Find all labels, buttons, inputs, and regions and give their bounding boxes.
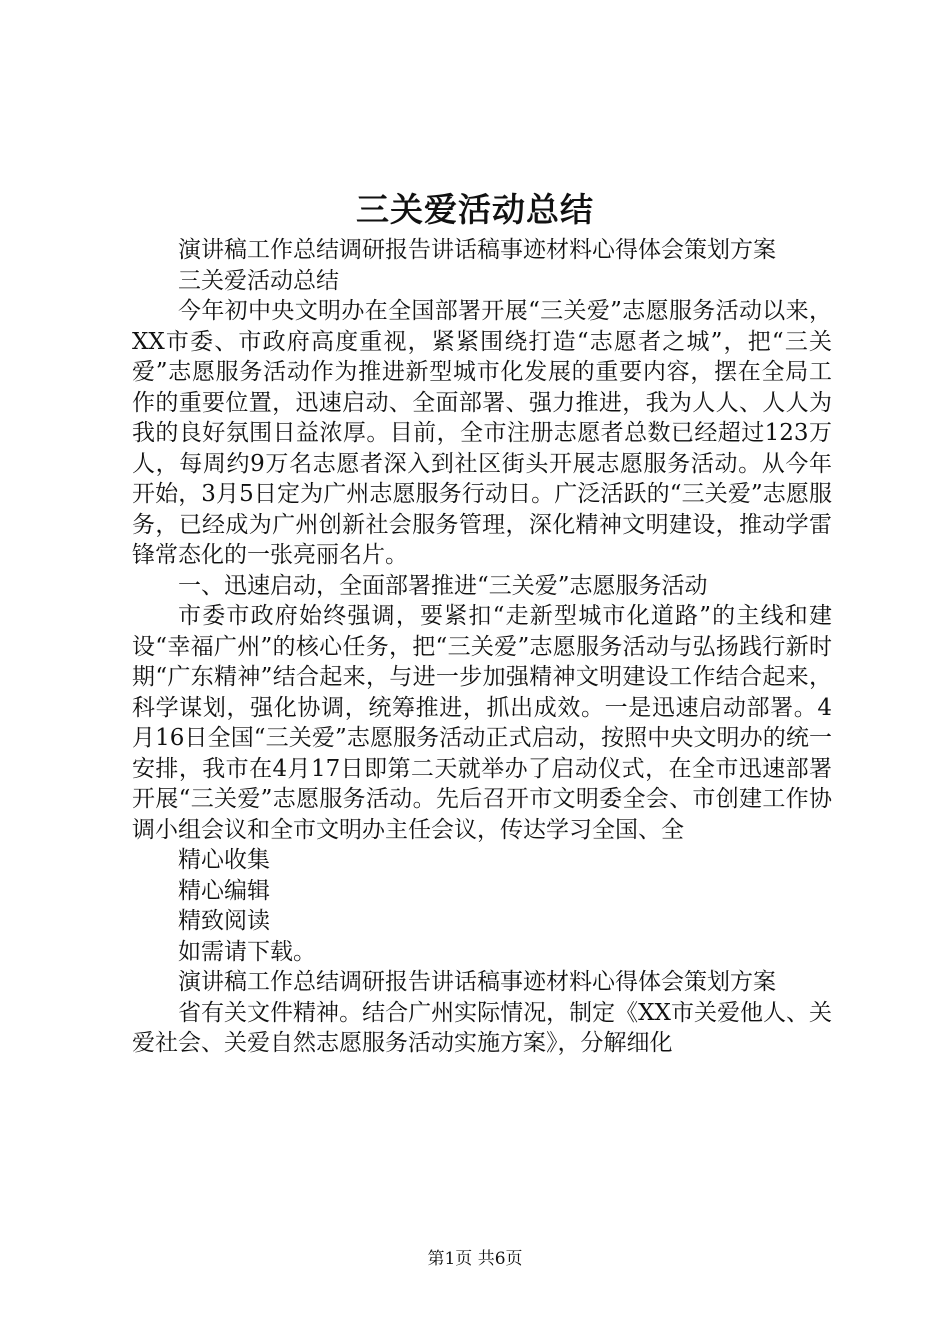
- header-category-line: 演讲稿工作总结调研报告讲话稿事迹材料心得体会策划方案: [178, 237, 776, 263]
- header-category-line: 演讲稿工作总结调研报告讲话稿事迹材料心得体会策划方案: [178, 969, 776, 995]
- promo-line: 如需请下载。: [178, 938, 316, 965]
- section-paragraph: 市委市政府始终强调，要紧扣“走新型城市化道路”的主线和建设“幸福广州”的核心任务，把“三关爱”志愿服务活动与弘扬践行新时期“广东精神”结合起来，与进一步加强精神文明建设工作结合起来，科学谋划，强化协调，统筹推进，抓出成效。一是迅速启动部署。4月16日全国“三关爱”志愿服务活动正式启动，按照中央文明办的统一安排，我市在4月17日即第二天就举办了启动仪式，在全市迅速部署开展“三关爱”志愿服务活动。先后召开市文明委全会、市创建工作协调小组会议和全市文明办主任会议，传达学习全国、全: [132, 603, 832, 843]
- subtitle-line: 三关爱活动总结: [178, 267, 339, 294]
- document-title: 三关爱活动总结: [356, 190, 594, 229]
- continuation-paragraph: 省有关文件精神。结合广州实际情况，制定《XX市关爱他人、关爱社会、关爱自然志愿服务活动实施方案》，分解细化: [132, 999, 832, 1056]
- promo-line: 精心编辑: [178, 877, 270, 904]
- promo-line: 精致阅读: [178, 908, 270, 934]
- page-number: 第1页 共6页: [427, 1249, 523, 1269]
- promo-line: 精心收集: [178, 847, 270, 873]
- section-heading: 一、迅速启动，全面部署推进“三关爱”志愿服务活动: [178, 572, 708, 599]
- intro-paragraph: 今年初中央文明办在全国部署开展“三关爱”志愿服务活动以来，XX市委、市政府高度重视，紧紧围绕打造“志愿者之城”，把“三关爱”志愿服务活动作为推进新型城市化发展的重要内容，摆在全局工作的重要位置，迅速启动、全面部署、强力推进，我为人人、人人为我的良好氛围日益浓厚。目前，全市注册志愿者总数已经超过123万人，每周约9万名志愿者深入到社区街头开展志愿服务活动。从今年开始，3月5日定为广州志愿服务行动日。广泛活跃的“三关爱”志愿服务，已经成为广州创新社会服务管理，深化精神文明建设，推动学雷锋常态化的一张亮丽名片。: [132, 298, 832, 568]
- document-body: [132, 235, 832, 1059]
